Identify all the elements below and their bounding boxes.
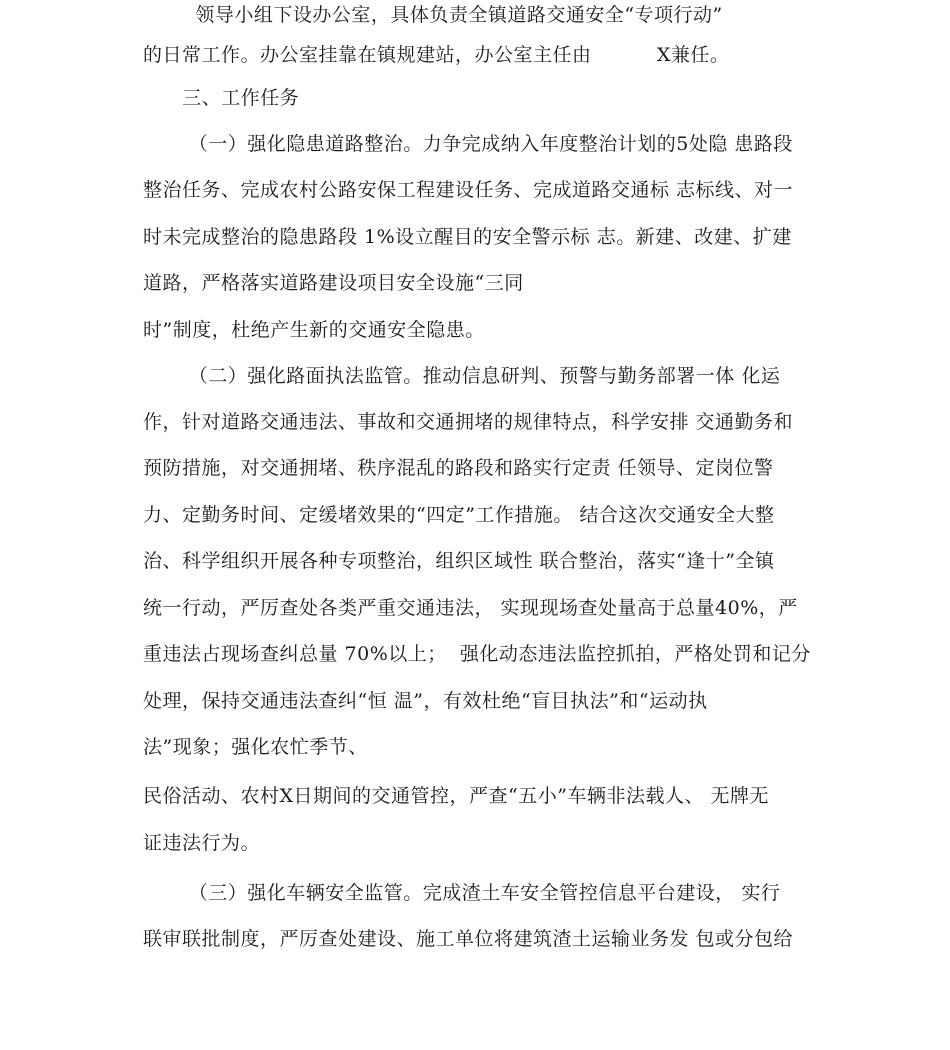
text-line: 统一行动，严厉查处各类严重交通违法， 实现现场查处量高于总量40%，严 — [143, 597, 798, 619]
text-line: 整治任务、完成农村公路安保工程建设任务、完成道路交通标 志标线、对一 — [143, 179, 794, 201]
text-line: （二）强化路面执法监管。推动信息研判、预警与勤务部署一体 化运 — [143, 365, 781, 387]
section-heading: 三、工作任务 — [143, 87, 300, 109]
text-line: 重违法占现场查纠总量 70%以上； 强化动态违法监控抓拍，严格处罚和记分 — [143, 643, 811, 665]
text-line: 治、科学组织开展各种专项整治，组织区域性 联合整治，落实“逢十”全镇 — [143, 550, 775, 572]
text-line: 联审联批制度，严厉查处建设、施工单位将建筑渣土运输业务发 包或分包给 — [143, 928, 794, 950]
text-line: 力、定勤务时间、定缓堵效果的“四定”工作措施。 结合这次交通安全大整 — [143, 504, 775, 526]
text-line: 时未完成整治的隐患路段 1%设立醒目的安全警示标 志。新建、改建、扩建 — [143, 226, 792, 248]
text-line: 民俗活动、农村X日期间的交通管控，严查“五小”车辆非法载人、 无牌无 — [143, 785, 769, 807]
text-line: 预防措施，对交通拥堵、秩序混乱的路段和路实行定责 任领导、定岗位警 — [143, 457, 774, 479]
text-line: （一）强化隐患道路整治。力争完成纳入年度整治计划的5处隐 患路段 — [143, 133, 793, 155]
text-line: 证违法行为。 — [143, 832, 261, 854]
text-line: 道路，严格落实道路建设项目安全设施“三同 — [143, 272, 524, 294]
text-line: 处理，保持交通违法查纠“恒 温”，有效杜绝“盲目执法”和“运动执 — [143, 690, 708, 712]
text-line: 领导小组下设办公室，具体负责全镇道路交通安全“专项行动” — [143, 4, 723, 26]
text-line: 的日常工作。办公室挂靠在镇规建站，办公室主任由 X兼任。 — [143, 44, 730, 66]
text-line: 法”现象；强化农忙季节、 — [143, 736, 368, 758]
text-line: 时”制度，杜绝产生新的交通安全隐患。 — [143, 319, 485, 341]
text-line: （三）强化车辆安全监管。完成渣土车安全管控信息平台建设， 实行 — [143, 882, 781, 904]
text-line: 作，针对道路交通违法、事故和交通拥堵的规律特点，科学安排 交通勤务和 — [143, 411, 794, 433]
